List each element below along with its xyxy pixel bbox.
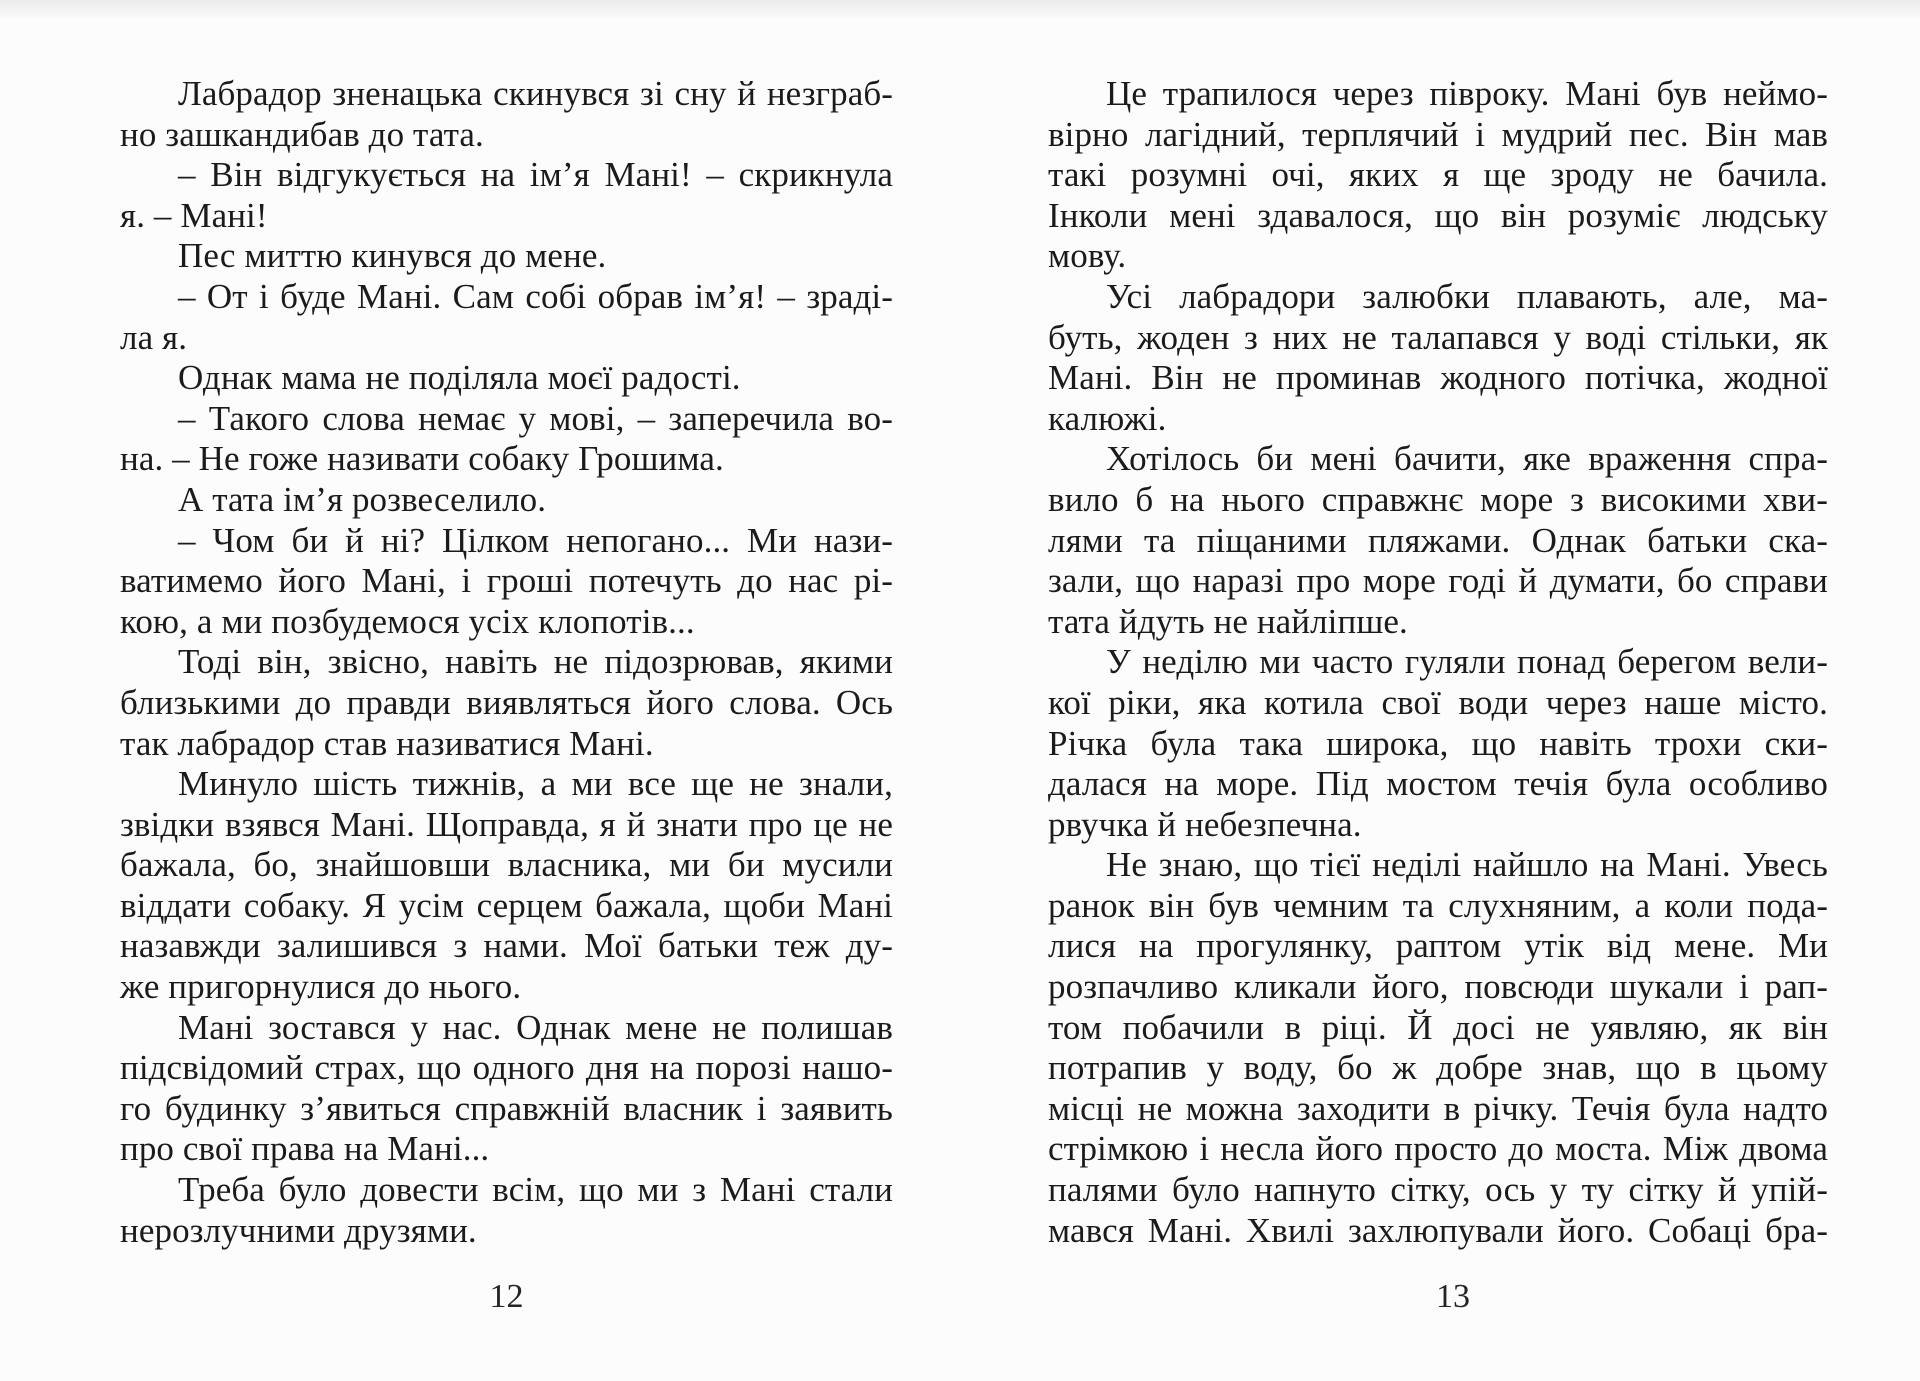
text-line: на. – Не гоже називати собаку Грошима. [120, 439, 724, 479]
text-line: Мані. Він не проминав жодного потічка, жодної [1048, 358, 1828, 398]
text-line: про свої права на Мані... [120, 1129, 490, 1169]
text-line: А тата ім’я розвеселило. [178, 479, 547, 519]
text-line: калюжі. [1048, 398, 1167, 438]
text-line: ранок він був чемним та слухняним, а коли пода- [1048, 885, 1828, 925]
page-left-text [120, 74, 893, 1251]
text-line: лися на прогулянку, раптом утік від мене. Ми [1048, 926, 1828, 966]
page-number-left: 12 [489, 1278, 524, 1315]
text-line: вірно лагідний, терплячий і мудрий пес. Він мав [1048, 114, 1828, 154]
text-line: звідки взявся Мані. Щоправда, я й знати про це не [120, 804, 893, 844]
text-line: розпачливо кликали його, повсюди шукали і рап- [1048, 967, 1828, 1007]
text-line: Тоді він, звісно, навіть не підозрював, якими [178, 642, 893, 682]
text-line: Минуло шість тижнів, а ми все ще не знали, [178, 764, 893, 804]
text-line: такі розумні очі, яких я ще зроду не бачила. [1048, 155, 1828, 195]
text-line: мався Мані. Хвилі захлюпували його. Собаці бра- [1048, 1210, 1828, 1250]
text-line: кою, а ми позбудемося усіх клопотів... [120, 601, 695, 641]
text-line: назавжди залишився з нами. Мої батьки теж ду- [120, 926, 893, 966]
text-line: Пес миттю кинувся до мене. [178, 236, 607, 276]
text-line: Інколи мені здавалося, що він розуміє людську [1048, 195, 1828, 235]
text-line: стрімкою і несла його просто до моста. Між двома [1048, 1129, 1828, 1169]
text-line: палями було напнуто сітку, ось у ту сітку й упій- [1048, 1170, 1828, 1210]
text-line: буть, жоден з них не талапався у воді стільки, як [1048, 317, 1828, 357]
text-line: ватимемо його Мані, і гроші потечуть до нас рі- [120, 561, 893, 601]
text-line: бажала, бо, знайшовши власника, ми би мусили [120, 845, 893, 885]
page-number-right: 13 [1436, 1278, 1470, 1315]
text-line: лями та піщаними пляжами. Однак батьки ска- [1048, 520, 1828, 560]
text-line: – От і буде Мані. Сам собі обрав ім’я! – зраді- [178, 276, 893, 316]
text-line: же пригорнулися до нього. [120, 967, 522, 1007]
text-line: Мані зостався у нас. Однак мене не полишав [178, 1007, 893, 1047]
text-line: Треба було довести всім, що ми з Мані стали [178, 1170, 893, 1210]
text-line: тата йдуть не найліпше. [1048, 601, 1408, 641]
text-line: близькими до правди виявляться його слова. Ось [120, 682, 893, 722]
text-line: рвучка й небезпечна. [1048, 804, 1362, 844]
text-line: – Чом би й ні? Цілком непогано... Ми нази- [178, 520, 893, 560]
text-line: вило б на нього справжнє море з високими хви- [1048, 479, 1828, 519]
scan-edge-shading [0, 0, 1920, 20]
text-line: нерозлучними друзями. [120, 1210, 477, 1250]
text-line: далася на море. Під мостом течія була особливо [1048, 764, 1828, 804]
text-line: місці не можна заходити в річку. Течія була надто [1048, 1088, 1828, 1128]
text-line: віддати собаку. Я усім серцем бажала, щоби Мані [120, 885, 893, 925]
page-right-text [1048, 74, 1828, 1251]
text-line: У неділю ми часто гуляли понад берегом вели- [1106, 642, 1828, 682]
text-line: Це трапилося через півроку. Мані був неймо- [1106, 74, 1828, 113]
text-line: – Він відгукується на ім’я Мані! – скрикнула [178, 155, 893, 195]
text-line: но зашкандибав до тата. [120, 114, 484, 154]
text-line: Лабрадор зненацька скинувся зі сну й незграб- [178, 74, 893, 113]
text-line: Річка була така широка, що навіть трохи ски- [1048, 723, 1828, 763]
text-line: Усі лабрадори залюбки плавають, але, ма- [1106, 276, 1828, 316]
text-line: зали, що наразі про море годі й думати, бо справи [1048, 561, 1828, 601]
text-line: Не знаю, що тієї неділі найшло на Мані. Увесь [1106, 845, 1828, 885]
text-line: підсвідомий страх, що одного дня на порозі нашо- [120, 1048, 893, 1088]
text-line: ла я. [120, 317, 188, 357]
text-line: го будинку з’явиться справжній власник і заявить [120, 1088, 893, 1128]
text-line: – Такого слова немає у мові, – заперечила во- [178, 398, 893, 438]
text-line: так лабрадор став називатися Мані. [120, 723, 654, 763]
text-line: Хотілось би мені бачити, яке враження спра- [1106, 439, 1828, 479]
text-line: мову. [1048, 236, 1127, 276]
text-line: том побачили в ріці. Й досі не уявляю, як він [1048, 1007, 1828, 1047]
text-line: потрапив у воду, бо ж добре знав, що в цьому [1048, 1048, 1828, 1088]
text-line: я. – Мані! [120, 195, 268, 235]
text-line: Однак мама не поділяла моєї радості. [178, 358, 741, 398]
text-line: кої ріки, яка котила свої води через наше місто. [1048, 682, 1828, 722]
